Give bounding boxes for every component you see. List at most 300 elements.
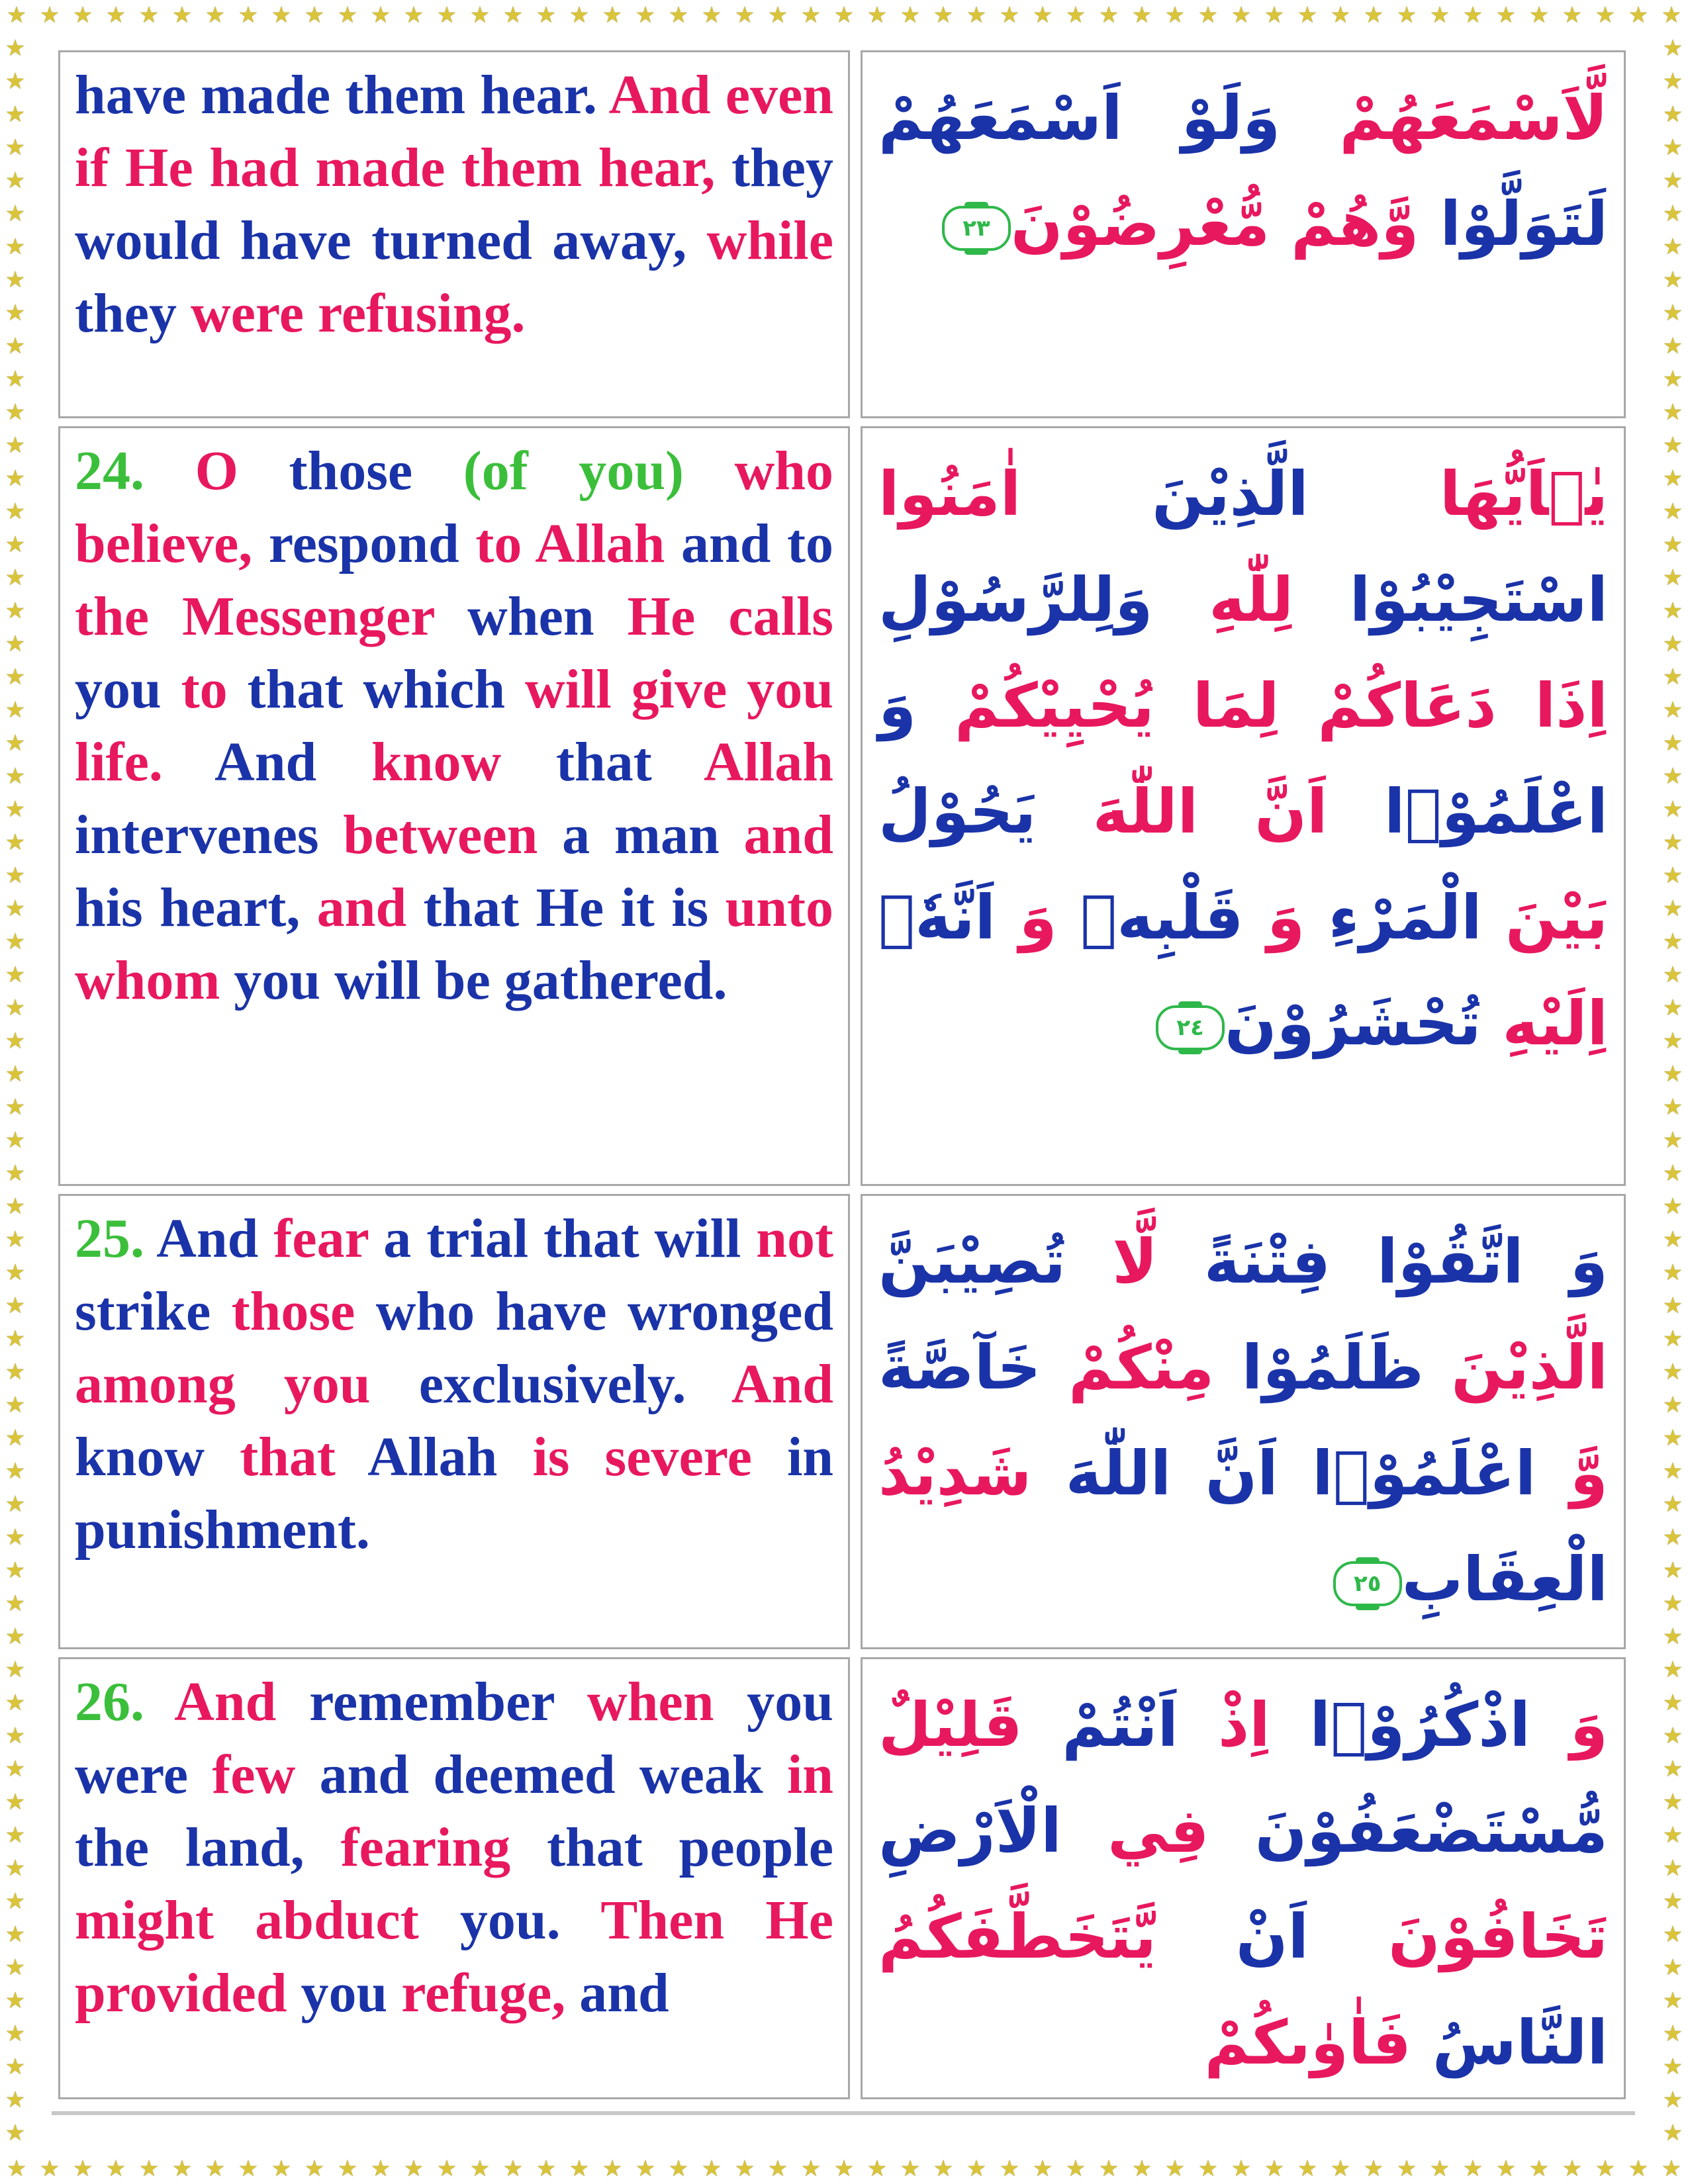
star-icon: ★ — [1662, 1028, 1683, 1054]
star-icon: ★ — [1662, 366, 1683, 392]
arabic-segment: وَّ — [1536, 1438, 1608, 1509]
translation-segment: And — [144, 1671, 277, 1733]
translation-segment: and — [316, 877, 407, 938]
star-icon: ★ — [536, 2156, 557, 2182]
star-icon: ★ — [1363, 2156, 1384, 2182]
arabic-verse-cell — [861, 426, 1626, 1186]
translation-segment: who believe, — [75, 440, 833, 574]
star-icon: ★ — [734, 2, 755, 28]
star-icon: ★ — [1662, 1458, 1683, 1484]
arabic-segment: لِلّٰهِ — [1152, 565, 1294, 635]
arabic-segment: وَ — [996, 882, 1057, 953]
english-translation-cell — [58, 50, 850, 418]
star-icon: ★ — [337, 2156, 358, 2182]
translation-segment: strike — [75, 1281, 232, 1342]
arabic-segment: وَ اعْلَمُوْۤا — [878, 670, 1608, 847]
star-icon: ★ — [602, 2, 623, 28]
star-icon: ★ — [1065, 2, 1086, 28]
star-icon: ★ — [1662, 300, 1683, 326]
star-icon: ★ — [1429, 2, 1450, 28]
star-icon: ★ — [5, 1524, 26, 1551]
star-icon: ★ — [635, 2156, 656, 2182]
star-icon: ★ — [1662, 1822, 1683, 1848]
translation-segment: while — [706, 210, 833, 271]
arabic-segment: يٰۤاَيُّهَا — [1308, 459, 1609, 529]
star-icon: ★ — [1662, 1127, 1683, 1154]
english-translation-text — [75, 1203, 833, 1567]
translation-segment: who have wronged — [355, 1281, 833, 1342]
star-icon: ★ — [1662, 1392, 1683, 1418]
star-icon: ★ — [5, 234, 26, 260]
verse-number-marker: ٢٤ — [1156, 1005, 1225, 1050]
star-icon: ★ — [1662, 862, 1683, 889]
translation-segment: Then He provided — [75, 1889, 834, 2024]
translation-segment: remember — [276, 1671, 588, 1733]
translation-segment: is severe — [532, 1426, 752, 1488]
arabic-segment: تَخَافُوْنَ — [1309, 1901, 1608, 1972]
star-icon: ★ — [1330, 2, 1351, 28]
arabic-segment: وَلِلرَّسُوْلِ — [878, 565, 1153, 635]
star-icon: ★ — [1662, 2054, 1683, 2080]
star-icon: ★ — [1065, 2156, 1086, 2182]
star-icon: ★ — [1662, 631, 1683, 657]
translation-segment: the land, — [75, 1817, 341, 1878]
star-icon: ★ — [1662, 1259, 1683, 1286]
star-icon: ★ — [5, 1590, 26, 1617]
arabic-segment: الَّذِيْنَ — [1021, 459, 1309, 529]
english-translation-text — [75, 59, 833, 350]
star-icon: ★ — [767, 2156, 788, 2182]
translation-segment: few — [212, 1744, 296, 1805]
star-icon: ★ — [6, 2156, 27, 2182]
star-icon: ★ — [1662, 962, 1683, 988]
star-icon: ★ — [1396, 2156, 1417, 2182]
star-icon: ★ — [5, 1756, 26, 1782]
translation-segment: they — [75, 283, 191, 344]
star-icon: ★ — [5, 1822, 26, 1848]
star-icon: ★ — [205, 2156, 226, 2182]
star-icon: ★ — [39, 2156, 60, 2182]
star-icon: ★ — [1462, 2156, 1483, 2182]
verse-row — [52, 1190, 1635, 1653]
translation-segment: might abduct — [75, 1889, 419, 1951]
star-icon: ★ — [5, 531, 26, 558]
star-icon: ★ — [304, 2156, 325, 2182]
star-icon: ★ — [1528, 2, 1550, 28]
arabic-segment: فِتْنَةً — [1157, 1226, 1331, 1297]
star-icon: ★ — [833, 2156, 855, 2182]
star-icon: ★ — [5, 2054, 26, 2080]
star-icon: ★ — [1595, 2156, 1616, 2182]
star-icon: ★ — [1528, 2156, 1550, 2182]
star-icon: ★ — [1429, 2156, 1450, 2182]
star-icon: ★ — [569, 2, 590, 28]
star-icon: ★ — [1662, 35, 1683, 62]
star-icon: ★ — [5, 598, 26, 624]
arabic-segment: الْعِقَابِ — [1401, 1544, 1608, 1615]
translation-segment: 24. — [75, 440, 144, 502]
star-icon: ★ — [1662, 1756, 1683, 1782]
star-icon: ★ — [5, 565, 26, 591]
star-icon: ★ — [1662, 1094, 1683, 1120]
arabic-segment: ظَلَمُوْا — [1214, 1332, 1424, 1403]
translation-segment: will give you life. — [75, 659, 833, 793]
star-icon: ★ — [238, 2, 259, 28]
arabic-segment: اِلَيْهِ — [1481, 988, 1608, 1059]
star-icon: ★ — [1661, 2, 1682, 28]
verse-row — [52, 46, 1635, 422]
star-icon: ★ — [1131, 2156, 1152, 2182]
star-icon: ★ — [5, 730, 26, 756]
arabic-segment: لِمَا — [1154, 670, 1280, 741]
star-icon: ★ — [5, 1888, 26, 1915]
star-icon: ★ — [1662, 1226, 1683, 1253]
star-icon: ★ — [5, 1392, 26, 1418]
star-icon: ★ — [5, 1921, 26, 1948]
star-icon: ★ — [1662, 1425, 1683, 1451]
arabic-segment: لَّا — [1066, 1226, 1158, 1297]
translation-segment: O — [144, 440, 238, 502]
star-icon: ★ — [5, 1226, 26, 1253]
translation-segment: were refusing. — [190, 283, 526, 344]
translation-segment: between — [343, 804, 538, 866]
star-icon: ★ — [1662, 1987, 1683, 2014]
star-icon: ★ — [5, 300, 26, 326]
star-icon: ★ — [138, 2156, 160, 2182]
translation-segment: a man — [538, 804, 744, 866]
translation-segment: know — [75, 1426, 240, 1488]
star-icon: ★ — [5, 101, 26, 128]
star-icon: ★ — [1363, 2, 1384, 28]
star-icon: ★ — [5, 664, 26, 690]
star-icon: ★ — [5, 1855, 26, 1882]
star-icon: ★ — [1595, 2, 1616, 28]
star-icon: ★ — [1662, 333, 1683, 359]
star-icon: ★ — [1662, 895, 1683, 922]
star-icon: ★ — [1495, 2156, 1517, 2182]
translation-segment: (of you) — [463, 440, 684, 502]
translation-segment: 25. — [75, 1208, 144, 1269]
star-icon: ★ — [5, 1657, 26, 1683]
star-icon: ★ — [469, 2, 491, 28]
translation-segment: And — [144, 1208, 274, 1269]
star-icon: ★ — [5, 1293, 26, 1319]
star-icon: ★ — [1662, 763, 1683, 790]
star-icon: ★ — [999, 2, 1020, 28]
star-icon: ★ — [569, 2156, 590, 2182]
english-translation-cell — [58, 1657, 850, 2099]
translation-segment: among you — [75, 1353, 371, 1415]
star-icon: ★ — [5, 796, 26, 823]
star-icon: ★ — [5, 697, 26, 723]
star-icon: ★ — [72, 2, 93, 28]
star-icon: ★ — [1164, 2, 1186, 28]
star-icon: ★ — [5, 2087, 26, 2113]
translation-segment: And even if He had made them hear, — [75, 64, 833, 199]
arabic-segment: وَ — [1243, 882, 1305, 953]
star-icon: ★ — [5, 1259, 26, 1286]
arabic-segment: اِذْ — [1178, 1690, 1270, 1760]
star-icon: ★ — [5, 1690, 26, 1716]
translation-segment: in punishment. — [75, 1426, 833, 1561]
star-icon: ★ — [5, 2021, 26, 2047]
star-icon: ★ — [5, 465, 26, 492]
star-icon: ★ — [5, 763, 26, 790]
star-icon: ★ — [5, 1623, 26, 1650]
translation-segment: they would have turned away, — [75, 137, 833, 271]
star-icon: ★ — [5, 498, 26, 525]
star-icon: ★ — [1662, 796, 1683, 823]
arabic-segment: فَاٰوٰىكُمْ — [1204, 2007, 1411, 2078]
star-icon: ★ — [1131, 2, 1152, 28]
star-icon: ★ — [966, 2156, 987, 2182]
arabic-segment: تُصِيْبَنَّ — [878, 1226, 1066, 1297]
star-icon: ★ — [5, 1193, 26, 1220]
star-icon: ★ — [171, 2156, 193, 2182]
star-icon: ★ — [1662, 1061, 1683, 1087]
star-icon: ★ — [1662, 1888, 1683, 1915]
star-icon: ★ — [138, 2, 160, 28]
star-icon: ★ — [5, 1028, 26, 1054]
arabic-segment: يَّتَخَطَّفَكُمُ — [878, 1901, 1156, 1972]
star-icon: ★ — [1662, 531, 1683, 558]
star-icon: ★ — [370, 2, 391, 28]
translation-segment: to Allah — [475, 513, 665, 574]
translation-segment: fearing — [340, 1817, 511, 1878]
star-icon: ★ — [1662, 730, 1683, 756]
star-icon: ★ — [1662, 101, 1683, 128]
star-icon: ★ — [1662, 598, 1683, 624]
star-icon: ★ — [933, 2156, 954, 2182]
star-icon: ★ — [5, 929, 26, 955]
star-icon: ★ — [1562, 2, 1583, 28]
translation-segment: Allah — [335, 1426, 533, 1488]
star-icon: ★ — [5, 829, 26, 856]
star-icon: ★ — [5, 201, 26, 227]
star-icon: ★ — [5, 68, 26, 95]
verse-number-marker: ٢٣ — [942, 206, 1011, 251]
translation-segment: you — [75, 659, 181, 720]
star-icon: ★ — [5, 366, 26, 392]
translation-segment: the Messenger — [75, 586, 435, 647]
star-icon: ★ — [1662, 1293, 1683, 1319]
star-icon: ★ — [205, 2, 226, 28]
translation-segment: 26. — [75, 1671, 144, 1733]
star-icon: ★ — [5, 895, 26, 922]
arabic-segment: اِذَا — [1496, 670, 1609, 741]
star-icon: ★ — [1297, 2, 1318, 28]
star-icon: ★ — [1662, 1359, 1683, 1385]
star-icon: ★ — [5, 134, 26, 161]
star-icon: ★ — [668, 2, 689, 28]
star-icon: ★ — [39, 2, 60, 28]
star-icon: ★ — [867, 2, 888, 28]
star-icon: ★ — [1662, 1789, 1683, 1815]
star-icon: ★ — [1628, 2156, 1649, 2182]
arabic-segment: اٰمَنُوا — [878, 459, 1021, 529]
arabic-verse-cell — [861, 1657, 1626, 2099]
star-icon: ★ — [1231, 2, 1252, 28]
star-icon: ★ — [900, 2156, 921, 2182]
star-icon: ★ — [1662, 1921, 1683, 1948]
star-icon: ★ — [1662, 1160, 1683, 1187]
translation-segment: He calls — [627, 586, 833, 647]
translation-segment: that He it is — [406, 877, 726, 938]
translation-segment: And — [731, 1353, 834, 1415]
arabic-segment: الْاَرْضِ — [878, 1796, 1062, 1866]
translation-segment: to — [181, 659, 228, 720]
translation-segment: refuge, — [401, 1962, 566, 2024]
star-icon: ★ — [1662, 1491, 1683, 1518]
star-icon: ★ — [5, 1094, 26, 1120]
star-icon: ★ — [734, 2156, 755, 2182]
translation-segment: respond — [252, 513, 476, 574]
star-icon: ★ — [1662, 1954, 1683, 1981]
star-icon: ★ — [5, 1425, 26, 1451]
star-icon: ★ — [5, 1789, 26, 1815]
star-icon: ★ — [966, 2, 987, 28]
arabic-segment: مِنْكُمْ — [1041, 1332, 1215, 1403]
translation-segment: and — [565, 1962, 669, 2024]
star-icon: ★ — [1662, 201, 1683, 227]
star-icon: ★ — [502, 2, 524, 28]
star-icon: ★ — [1662, 1623, 1683, 1650]
arabic-segment: مُّسْتَضْعَفُوْنَ — [1209, 1796, 1608, 1866]
english-translation-cell — [58, 426, 850, 1186]
star-icon: ★ — [1662, 432, 1683, 459]
star-icon: ★ — [6, 2, 27, 28]
arabic-segment: الْمَرْءِ — [1305, 882, 1482, 953]
star-icon: ★ — [5, 1326, 26, 1352]
star-icon: ★ — [1662, 1690, 1683, 1716]
star-icon: ★ — [5, 267, 26, 293]
star-icon: ★ — [800, 2, 821, 28]
star-icon: ★ — [1098, 2, 1119, 28]
arabic-segment: الَّذِيْنَ — [1423, 1332, 1608, 1403]
star-icon: ★ — [5, 1061, 26, 1087]
star-icon: ★ — [1297, 2156, 1318, 2182]
arabic-segment: تُحْشَرُوْنَ — [1225, 988, 1481, 1059]
star-icon: ★ — [105, 2156, 126, 2182]
arabic-segment: قَلِيْلٌ — [878, 1690, 1023, 1760]
arabic-segment: النَّاسُ — [1411, 2007, 1608, 2078]
translation-segment: those — [238, 440, 463, 502]
star-icon: ★ — [5, 631, 26, 657]
arabic-segment: قَلْبِهٖ — [1056, 882, 1244, 953]
star-icon: ★ — [5, 1458, 26, 1484]
star-icon: ★ — [1662, 697, 1683, 723]
star-icon: ★ — [5, 1557, 26, 1584]
arabic-segment: اَنَّهٗۤ — [878, 882, 996, 953]
star-icon: ★ — [602, 2156, 623, 2182]
star-icon: ★ — [5, 1491, 26, 1518]
star-icon: ★ — [337, 2, 358, 28]
arabic-segment: اَنَّ اللّٰهَ — [1031, 1438, 1278, 1509]
star-icon: ★ — [72, 2156, 93, 2182]
star-icon: ★ — [1662, 68, 1683, 95]
translation-segment: fear — [273, 1208, 369, 1269]
star-icon: ★ — [1662, 1723, 1683, 1749]
star-icon: ★ — [5, 1723, 26, 1749]
verse-row — [52, 422, 1635, 1190]
translation-segment: that — [501, 731, 704, 793]
arabic-segment: وَلَوْ اَسْمَعَهُمْ لَتَوَلَّوْا — [878, 83, 1608, 259]
translation-segment: intervenes — [75, 804, 344, 866]
star-icon: ★ — [370, 2156, 391, 2182]
star-icon: ★ — [1264, 2156, 1285, 2182]
star-icon: ★ — [1032, 2, 1053, 28]
star-icon: ★ — [1662, 1524, 1683, 1551]
arabic-verse-text — [878, 66, 1608, 277]
star-icon: ★ — [1197, 2, 1219, 28]
star-icon: ★ — [5, 962, 26, 988]
table-bottom-shadow — [52, 2111, 1635, 2115]
star-icon: ★ — [1661, 2156, 1682, 2182]
translation-segment: in — [786, 1744, 833, 1805]
star-icon: ★ — [304, 2, 325, 28]
star-icon: ★ — [238, 2156, 259, 2182]
star-icon: ★ — [436, 2156, 457, 2182]
arabic-segment: اَنْتُمْ — [1022, 1690, 1179, 1760]
star-icon: ★ — [536, 2, 557, 28]
arabic-segment: دَعَاكُمْ — [1279, 670, 1497, 741]
star-icon: ★ — [1662, 929, 1683, 955]
star-icon: ★ — [1164, 2156, 1186, 2182]
star-icon: ★ — [436, 2, 457, 28]
arabic-verse-text — [878, 1209, 1608, 1633]
translation-segment: you — [287, 1962, 402, 2024]
translation-segment: and deemed weak — [295, 1744, 787, 1805]
translation-segment: not — [756, 1208, 833, 1269]
star-icon: ★ — [1662, 1193, 1683, 1220]
translation-segment: that — [240, 1426, 336, 1488]
translation-segment: unto whom — [75, 877, 834, 1011]
star-icon: ★ — [469, 2156, 491, 2182]
arabic-segment: اذْكُرُوْۤا — [1270, 1690, 1530, 1760]
star-icon: ★ — [833, 2, 855, 28]
arabic-segment: وَ — [1530, 1690, 1608, 1760]
star-icon: ★ — [5, 1954, 26, 1981]
arabic-segment: اَنَّ اللّٰهَ — [1036, 776, 1328, 847]
arabic-verse-cell — [861, 50, 1626, 418]
verse-row — [52, 1653, 1635, 2103]
translation-segment: have made them hear. — [75, 64, 609, 126]
translation-segment: his heart, — [75, 877, 317, 938]
arabic-segment: وَ اتَّقُوْا — [1331, 1226, 1608, 1297]
translation-segment: those — [231, 1281, 355, 1342]
star-icon: ★ — [635, 2, 656, 28]
star-icon: ★ — [900, 2, 921, 28]
star-icon: ★ — [271, 2156, 292, 2182]
star-icon: ★ — [1662, 1855, 1683, 1882]
translation-segment: when — [587, 1671, 714, 1733]
star-icon: ★ — [668, 2156, 689, 2182]
star-icon: ★ — [105, 2, 126, 28]
star-icon: ★ — [5, 1127, 26, 1154]
star-icon: ★ — [5, 399, 26, 426]
star-icon: ★ — [1662, 995, 1683, 1021]
star-icon: ★ — [1662, 2021, 1683, 2047]
star-icon: ★ — [1662, 664, 1683, 690]
star-icon: ★ — [1662, 498, 1683, 525]
translation-segment: when — [434, 586, 628, 647]
english-translation-text — [75, 435, 833, 1017]
star-icon: ★ — [701, 2, 722, 28]
translation-segment: that people — [510, 1817, 833, 1878]
translation-segment: and — [743, 804, 833, 866]
star-icon: ★ — [5, 35, 26, 62]
star-icon: ★ — [1396, 2, 1417, 28]
